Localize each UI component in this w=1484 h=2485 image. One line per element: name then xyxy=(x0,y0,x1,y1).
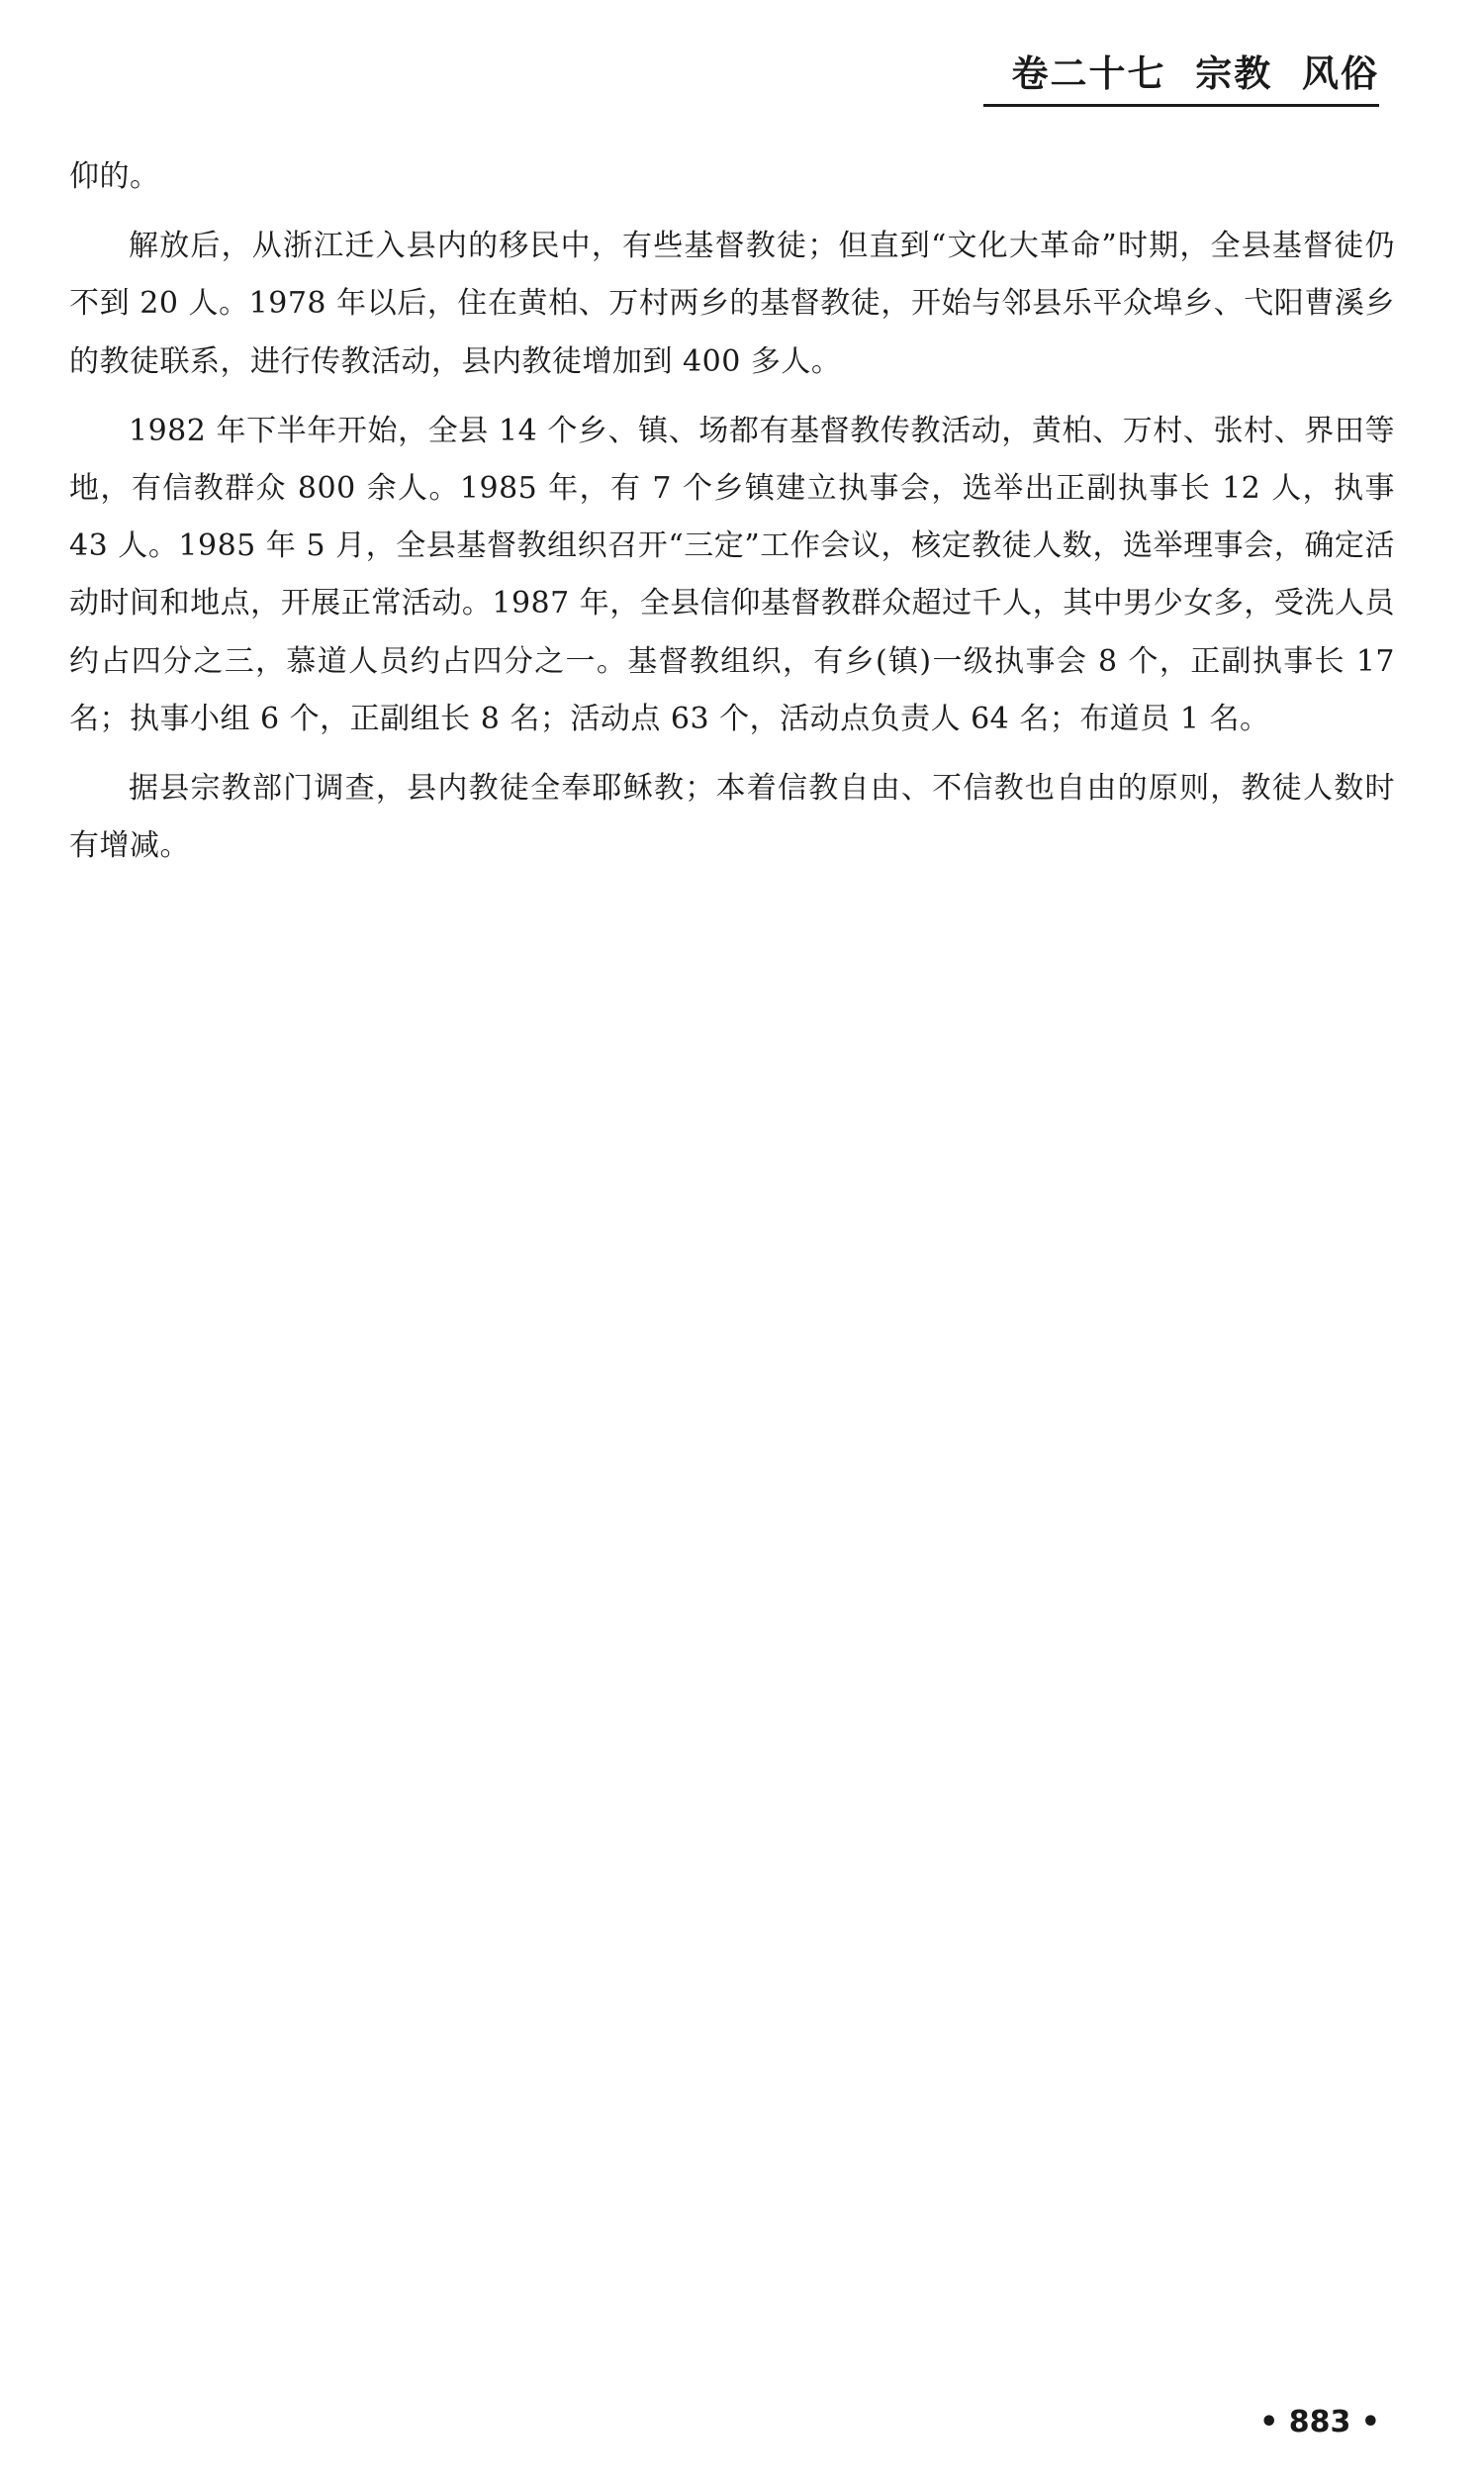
paragraph-post-liberation: 解放后，从浙江迁入县内的移民中，有些基督教徒；但直到“文化大革命”时期，全县基督徒仍不到 20 人。1978 年以后，住在黄柏、万村两乡的基督教徒，开始与邻县乐平众埠乡、弋阳曹溪乡的教徒联系，进行传教活动，县内教徒增加到 400 多人。 xyxy=(69,229,1395,379)
paragraph-survey: 据县宗教部门调查，县内教徒全奉耶稣教；本着信教自由、不信教也自由的原则，教徒人数时有增减。 xyxy=(69,771,1395,864)
paragraph-continuation: 仰的。 xyxy=(69,159,160,194)
running-header xyxy=(983,51,1379,107)
page-number: • 883 • xyxy=(1259,2405,1380,2439)
body-text xyxy=(69,148,1395,887)
paragraph-1982-activity: 1982 年下半年开始，全县 14 个乡、镇、场都有基督教传教活动，黄柏、万村、张村、界田等地，有信教群众 800 余人。1985 年，有 7 个乡镇建立执事会，选举出正副执事长 12 人，执事 43 人。1985 年 5 月，全县基督教组织召开“三定”工作会议，核定教徒人数，选举理事会，确定活动时间和地点，开展正常活动。1987 年，全县信仰基督教群众超过千人，其中男少女多，受洗人员约占四分之三，慕道人员约占四分之一。基督教组织，有乡(镇)一级执事会 8 个，正副执事长 17 名；执事小组 6 个，正副组长 8 名；活动点 63 个，活动点负责人 64 名；布道员 1 名。 xyxy=(69,413,1395,736)
chapter-title: 卷二十七 宗教 风俗 xyxy=(1011,52,1379,95)
